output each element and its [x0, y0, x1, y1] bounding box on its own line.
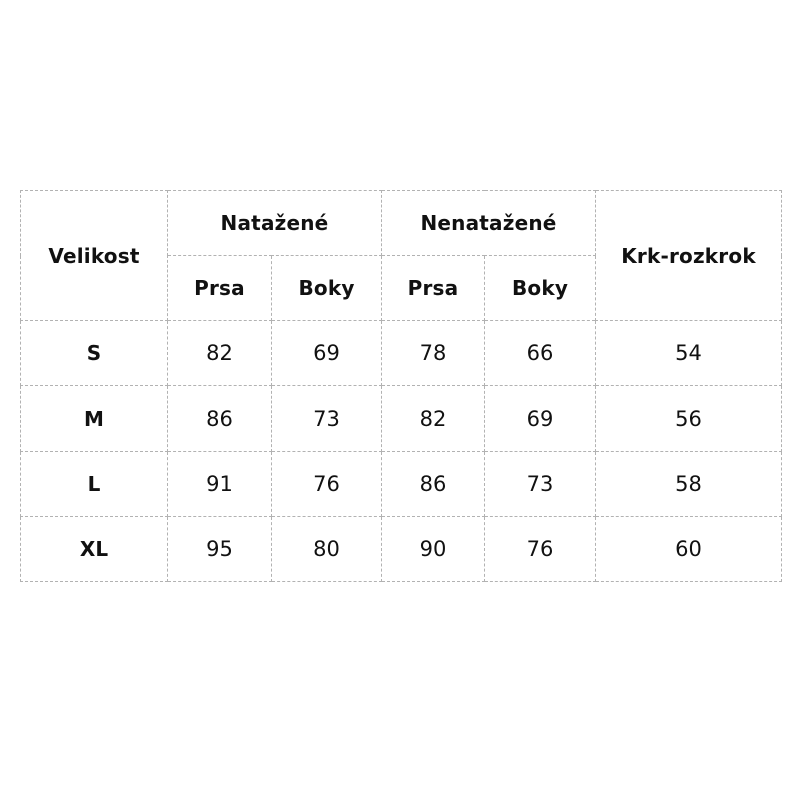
- table-row-xl: [21, 516, 782, 581]
- sub-header-prsa-2: Prsa: [382, 256, 485, 321]
- value-cell: 69: [272, 321, 382, 386]
- value-cell: 73: [485, 451, 596, 516]
- sub-header-prsa-1: Prsa: [168, 256, 272, 321]
- value-cell: 60: [596, 516, 782, 581]
- value-cell: 91: [168, 451, 272, 516]
- value-cell: 78: [382, 321, 485, 386]
- size-label: S: [21, 321, 168, 386]
- corner-header-velikost: Velikost: [21, 191, 168, 321]
- value-cell: 86: [382, 451, 485, 516]
- value-cell: 82: [168, 321, 272, 386]
- table-row-l: [21, 451, 782, 516]
- value-cell: 95: [168, 516, 272, 581]
- group-header-nenatazene: Nenatažené: [382, 191, 596, 256]
- end-header-krk-rozkrok: Krk-rozkrok: [596, 191, 782, 321]
- size-table-container: [20, 190, 781, 582]
- value-cell: 73: [272, 386, 382, 451]
- header-row-groups: [21, 191, 782, 256]
- value-cell: 80: [272, 516, 382, 581]
- sub-header-boky-2: Boky: [485, 256, 596, 321]
- size-label: L: [21, 451, 168, 516]
- value-cell: 58: [596, 451, 782, 516]
- table-row-s: [21, 321, 782, 386]
- value-cell: 54: [596, 321, 782, 386]
- table-row-m: [21, 386, 782, 451]
- value-cell: 76: [485, 516, 596, 581]
- value-cell: 69: [485, 386, 596, 451]
- value-cell: 56: [596, 386, 782, 451]
- size-label: M: [21, 386, 168, 451]
- sub-header-boky-1: Boky: [272, 256, 382, 321]
- size-label: XL: [21, 516, 168, 581]
- value-cell: 90: [382, 516, 485, 581]
- value-cell: 86: [168, 386, 272, 451]
- group-header-natazene: Natažené: [168, 191, 382, 256]
- value-cell: 82: [382, 386, 485, 451]
- value-cell: 76: [272, 451, 382, 516]
- size-table: [20, 190, 782, 582]
- value-cell: 66: [485, 321, 596, 386]
